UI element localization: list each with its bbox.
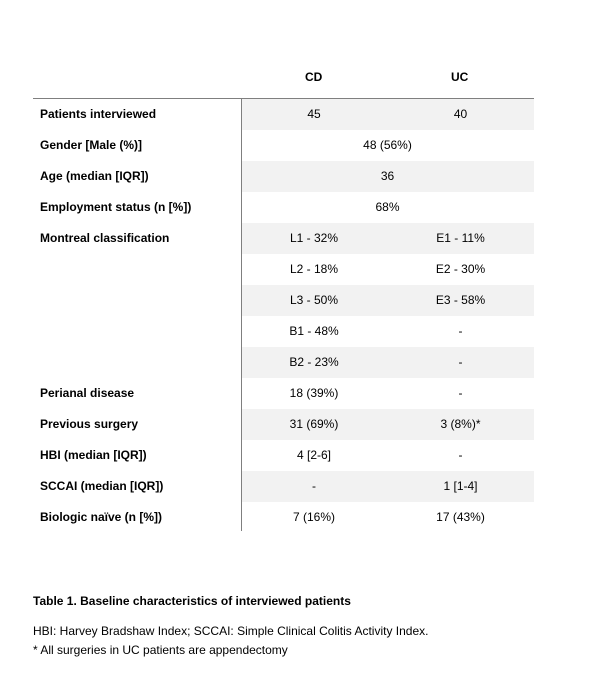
table-row [33, 285, 534, 316]
cell-cd: L1 - 32% [289, 231, 339, 245]
cell-cd: 7 (16%) [292, 510, 336, 524]
cell-cd: - [312, 479, 316, 493]
cell-uc: - [458, 355, 463, 369]
row-label: Patients interviewed [40, 107, 157, 121]
table-row [33, 440, 534, 471]
table-row [33, 471, 534, 502]
cell-cd: 45 [307, 107, 321, 121]
table-row [33, 316, 534, 347]
cell-combined: 68% [375, 200, 400, 214]
table-row [33, 347, 534, 378]
table-row [33, 99, 534, 130]
cell-combined: 48 (56%) [363, 138, 412, 152]
table-row [33, 130, 534, 161]
table-body [33, 99, 534, 533]
table-caption: Table 1. Baseline characteristics of interviewed patients [33, 594, 351, 608]
row-label: Age (median [IQR]) [40, 169, 149, 183]
table-row [33, 409, 534, 440]
header-cd: CD [305, 70, 323, 84]
row-label: HBI (median [IQR]) [40, 448, 147, 462]
footnote-abbreviations: HBI: Harvey Bradshaw Index; SCCAI: Simple Clinical Colitis Activity Index. [33, 624, 429, 638]
cell-uc: 17 (43%) [436, 510, 485, 524]
row-label: SCCAI (median [IQR]) [40, 479, 164, 493]
header-uc: UC [451, 70, 469, 84]
row-label: Previous surgery [40, 417, 139, 431]
cell-uc: - [458, 448, 463, 462]
cell-uc: E1 - 11% [436, 231, 485, 245]
cell-uc: - [458, 386, 463, 400]
row-label: Biologic naïve (n [%]) [40, 510, 163, 524]
row-label: Employment status (n [%]) [40, 200, 192, 214]
table-row [33, 223, 534, 254]
table-row [33, 378, 534, 409]
cell-uc: E3 - 58% [435, 293, 486, 307]
cell-uc: 1 [1-4] [443, 479, 478, 493]
baseline-table [33, 60, 534, 533]
row-label: Gender [Male (%)] [40, 138, 143, 152]
table-row [33, 254, 534, 285]
cell-cd: B2 - 23% [289, 355, 339, 369]
cell-cd: L3 - 50% [289, 293, 339, 307]
cell-combined: 36 [380, 169, 395, 183]
row-label: Montreal classification [40, 231, 170, 245]
cell-cd: 18 (39%) [289, 386, 339, 400]
row-label: Perianal disease [40, 386, 135, 400]
cell-uc: 40 [453, 107, 468, 121]
table-header-row [33, 60, 534, 99]
cell-uc: 3 (8%)* [440, 417, 481, 431]
footnote-surgery: * All surgeries in UC patients are appendectomy [33, 643, 288, 657]
table-row [33, 192, 534, 223]
table-row [33, 161, 534, 192]
column-divider [241, 98, 242, 531]
table-row [33, 502, 534, 533]
cell-cd: B1 - 48% [289, 324, 339, 338]
cell-cd: L2 - 18% [289, 262, 339, 276]
cell-cd: 4 [2-6] [296, 448, 332, 462]
cell-cd: 31 (69%) [289, 417, 339, 431]
cell-uc: - [458, 324, 463, 338]
cell-uc: E2 - 30% [435, 262, 486, 276]
